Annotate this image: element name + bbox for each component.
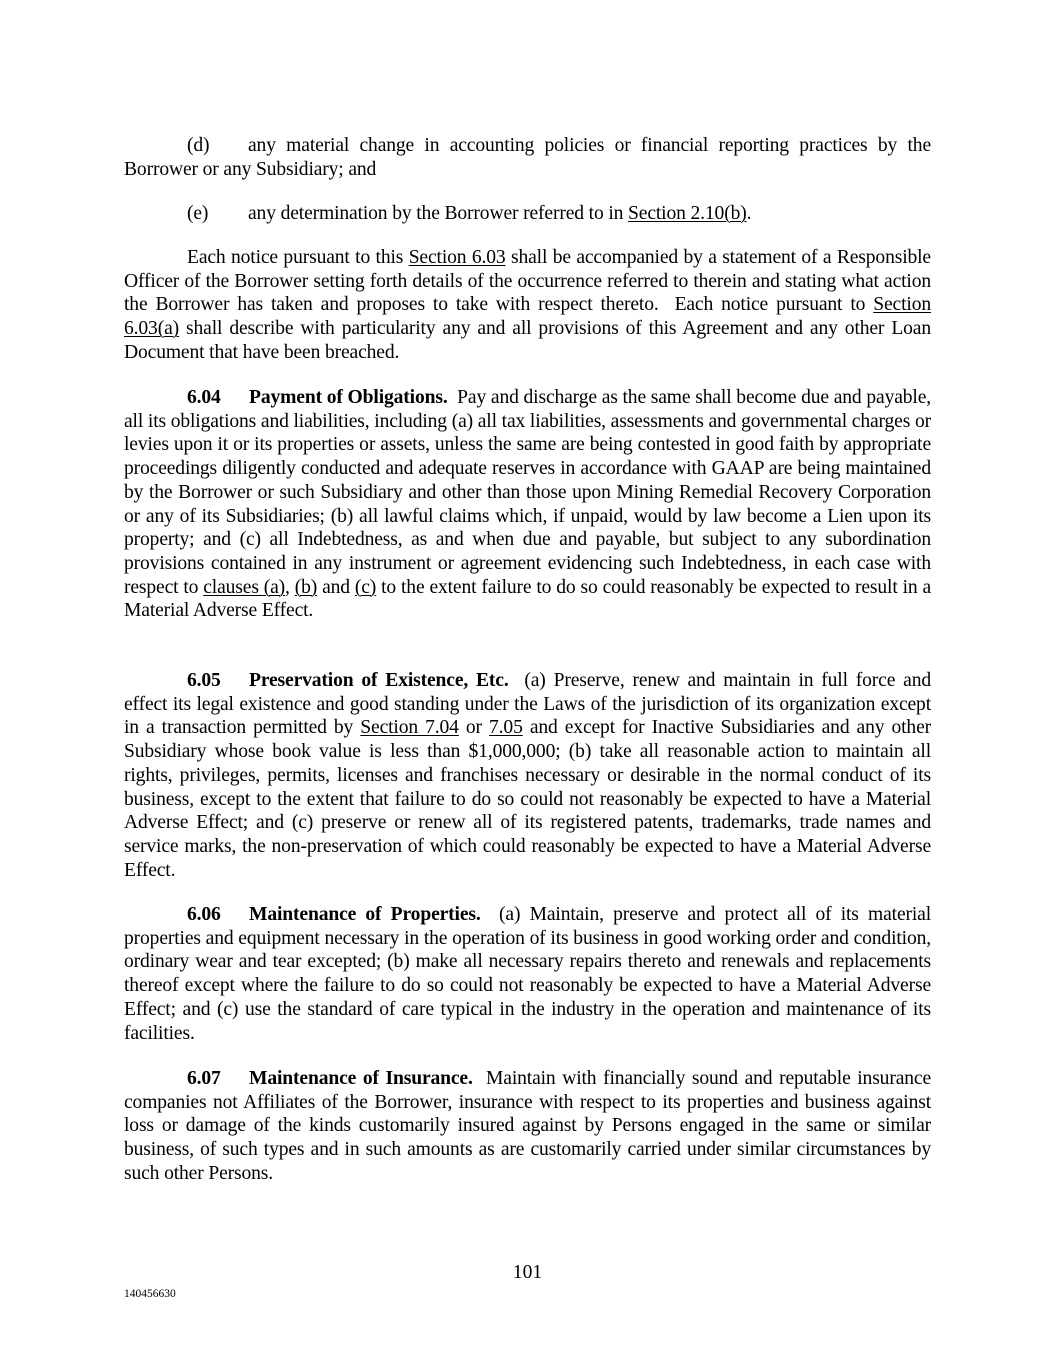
paragraph-text: Each notice pursuant to this: [187, 247, 409, 268]
paragraph-text: (a) Maintain, preserve and protect all of its material properties and equipment necessary in the operation of its business in good working order and condition, ordinary wear and tear excepted; (b) make all necessary repairs thereto and renewals and replacements thereof except where the failure to do so could not reasonably be expected to have a Material Adverse Effect; and (c) use the standard of care typical in the industry in the operation and maintenance of its facilities.: [124, 904, 936, 1044]
paragraph-text: shall be accompanied by a statement of a Responsible Officer of the Borrower setting forth details of the occurrence referred to therein and stating what action the Borrower has taken and proposes to take with respect thereto. Each notice pursuant to: [124, 247, 936, 316]
section-number: 6.04: [187, 387, 221, 408]
cross-reference-link[interactable]: (b): [294, 576, 318, 598]
document-id: 140456630: [124, 1288, 176, 1300]
paragraph-text: or: [458, 717, 490, 739]
paragraph-text: Maintain with financially sound and reputable insurance companies not Affiliates of the Borrower, insurance with respect to its properties and business against loss or damage of the kinds customarily insured against by Persons engaged in the same or similar business, of such types and in such amounts as are customarily carried under similar circumstances by such other Persons.: [124, 1068, 936, 1184]
section-number: 6.07: [187, 1068, 221, 1089]
item-text: any determination by the Borrower referred to in: [248, 203, 629, 224]
section-6-04: [124, 386, 936, 623]
notice-paragraph: [124, 246, 936, 365]
item-text: any material change in accounting policies or financial reporting practices by the Borrower or any Subsidiary; and: [124, 135, 931, 180]
section-heading: Payment of Obligations.: [249, 387, 448, 408]
section-heading: Maintenance of Insurance.: [249, 1068, 473, 1089]
cross-reference-link[interactable]: 7.05: [489, 717, 523, 739]
item-label: (d): [187, 135, 210, 156]
paragraph-text: to the extent failure to do so could reasonably be expected to result in a Material Adverse Effect.: [124, 576, 932, 622]
paragraph-text: and: [317, 576, 355, 598]
item-text: .: [746, 203, 752, 224]
list-item-d: [124, 134, 931, 181]
paragraph-text: (a) Preserve, renew and maintain in full force and effect its legal existence and good standing under the Laws of the jurisdiction of its organization except in a transaction permitted by: [124, 670, 936, 739]
cross-reference-link[interactable]: Section 2.10(b): [628, 203, 747, 224]
cross-reference-link[interactable]: (c): [354, 576, 377, 598]
paragraph-text: shall describe with particularity any and all provisions of this Agreement and any other Loan Document that have been breached.: [124, 318, 931, 363]
page-number: 101: [512, 1262, 543, 1283]
paragraph-text: ,: [285, 576, 295, 598]
cross-reference-link[interactable]: Section 7.04: [360, 717, 459, 739]
paragraph-text: Pay and discharge as the same shall become due and payable, all its obligations and liabilities, including (a) all tax liabilities, assessments and governmental charges or levies upon it or its properties or assets, unless the same are being contested in good faith by appropriate proceedings diligently conducted and adequate reserves in accordance with GAAP are being maintained by the Borrower or such Subsidiary and other than those upon Mining Remedial Recovery Corporation or any of its Subsidiaries; (b) all lawful claims which, if unpaid, would by law become a Lien upon its property; and (c) all Indebtedness, as and when due and payable, but subject to any subordination provisions contained in any instrument or agreement evidencing such Indebtedness, in each case with respect to: [124, 387, 936, 598]
section-number: 6.06: [187, 904, 221, 925]
paragraph-text: and except for Inactive Subsidiaries and any other Subsidiary whose book value is less than $1,000,000; (b) take all reasonable action to maintain all rights, privileges, permits, licenses and franchises necessary or desirable in the normal conduct of its business, except to the extent that failure to do so could not reasonably be expected to have a Material Adverse Effect; and (c) preserve or renew all of its registered patents, trademarks, trade names and service marks, the non-preservation of which could reasonably be expected to have a Material Adverse Effect.: [124, 717, 932, 881]
section-number: 6.05: [187, 670, 221, 691]
section-heading: Maintenance of Properties.: [249, 904, 481, 925]
section-6-06: [124, 903, 936, 1045]
cross-reference-link[interactable]: Section 6.03: [408, 247, 506, 268]
cross-reference-link[interactable]: Section 6.03(a): [124, 294, 931, 340]
section-6-07: [124, 1067, 936, 1186]
cross-reference-link[interactable]: clauses (a): [203, 576, 286, 598]
item-label: (e): [187, 203, 209, 224]
section-6-05: [124, 669, 936, 882]
section-heading: Preservation of Existence, Etc.: [249, 670, 509, 691]
list-item-e: [124, 202, 931, 226]
